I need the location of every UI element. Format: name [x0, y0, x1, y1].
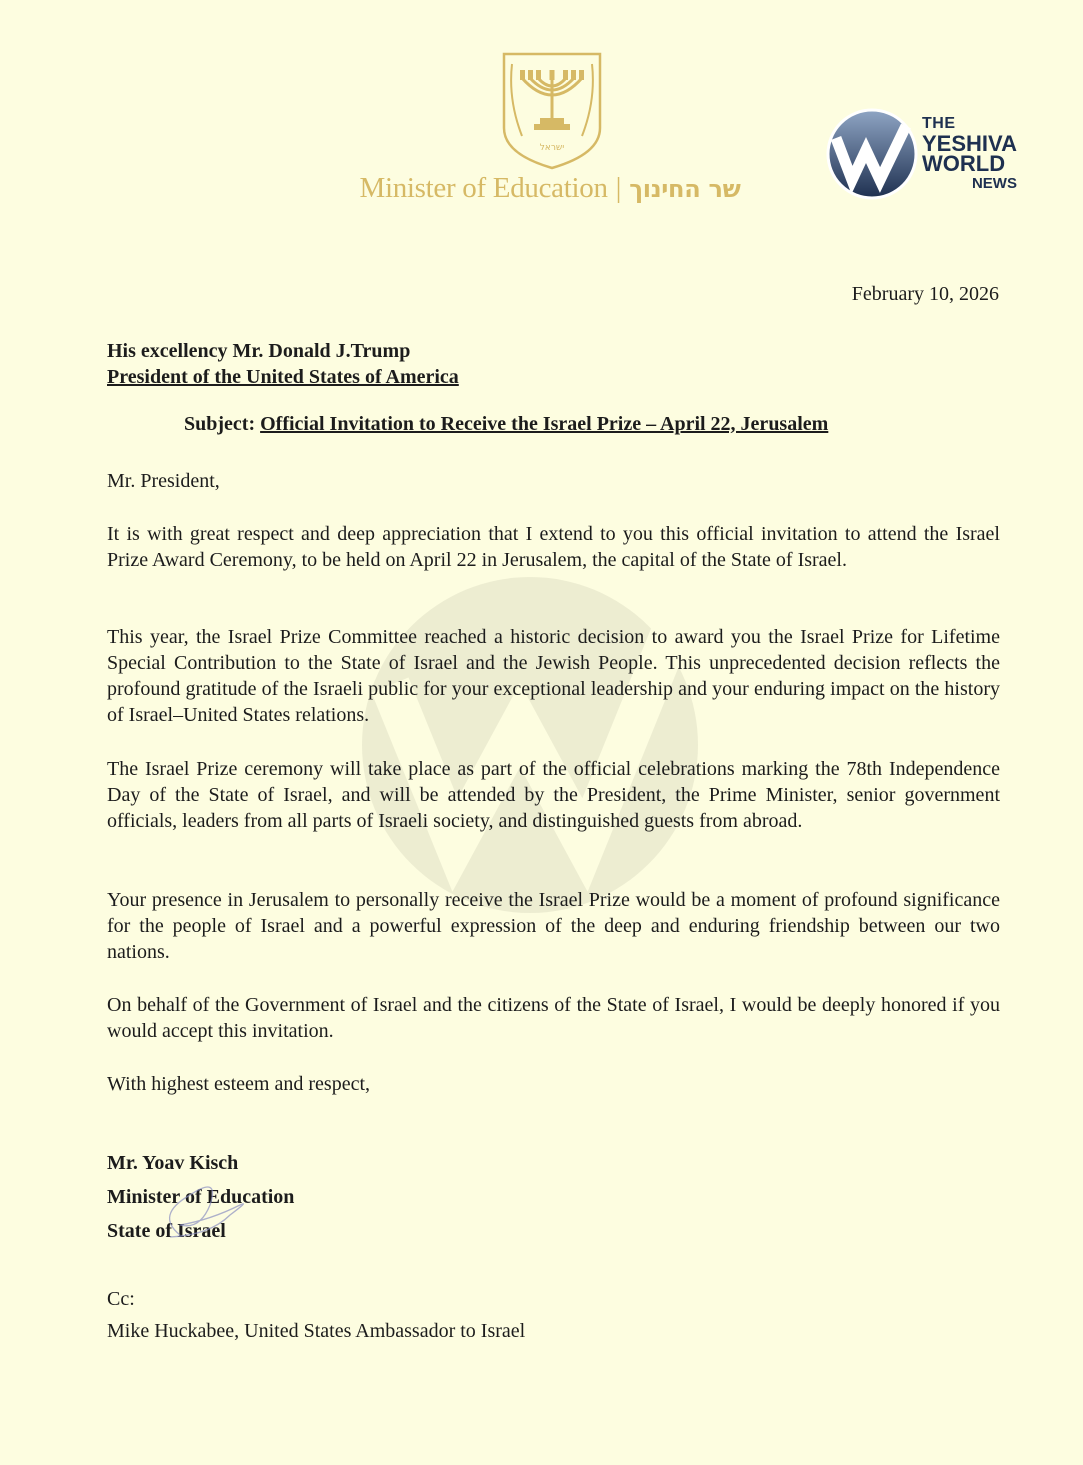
letterhead-separator: | [615, 172, 622, 204]
subject-label: Subject: [184, 413, 256, 435]
letterhead-title-he: שר החינוך [629, 175, 741, 203]
paragraph-1: It is with great respect and deep appreciation that I extend to you this official invitation to attend the Israel Prize Award Ceremony, to be held on April 22 in Jerusalem, the capital of the State of Israel. [107, 523, 1000, 571]
letterhead-title-en: Minister of Education [359, 172, 608, 204]
recipient-title: President of the United States of America [107, 366, 459, 388]
subject-line [184, 413, 828, 436]
news-logo-line4: NEWS [971, 175, 1017, 192]
signatory-org: State of Israel [107, 1220, 226, 1242]
news-logo-line2: YESHIVA [922, 131, 1017, 156]
recipient-name: His excellency Mr. Donald J.Trump [107, 340, 411, 362]
salutation: Mr. President, [107, 470, 220, 492]
emblem-inscription: ישראל [539, 143, 565, 153]
news-logo [826, 106, 1036, 202]
paragraph-3: The Israel Prize ceremony will take place as part of the official celebrations marking the 78th Independence Day of the State of Israel, and will be attended by the President, the Prime Minister, senior government officials, leaders from all parts of Israeli society, and distinguished guests from abroad. [107, 758, 1000, 832]
subject-text: Official Invitation to Receive the Israel Prize – April 22, Jerusalem [260, 413, 829, 435]
cc-label: Cc: [107, 1288, 135, 1310]
news-logo-line3: WORLD [922, 151, 1006, 176]
cc-block [107, 1283, 525, 1347]
paragraph-4: Your presence in Jerusalem to personally receive the Israel Prize would be a moment of profound significance for the people of Israel and a powerful expression of the deep and enduring friendship between our two nations. [107, 889, 1000, 963]
signatory-title: Minister of Education [107, 1186, 295, 1208]
paragraph-2: This year, the Israel Prize Committee reached a historic decision to award you the Israel Prize for Lifetime Special Contribution to the State of Israel and the Jewish People. This unprecedented decision reflects the profound gratitude of the Israeli public for your exceptional leadership and your enduring impact on the history of Israel–United States relations. [107, 626, 1000, 726]
paragraph-5: On behalf of the Government of Israel and the citizens of the State of Israel, I would be deeply honored if you would accept this invitation. [107, 994, 1000, 1042]
news-logo-line1: THE [922, 115, 956, 132]
closing: With highest esteem and respect, [107, 1073, 370, 1095]
cc-recipient: Mike Huckabee, United States Ambassador to Israel [107, 1320, 526, 1342]
letterhead-title [300, 172, 800, 205]
recipient-block [107, 338, 459, 390]
handwritten-signature-icon [150, 1175, 260, 1245]
signatory-name: Mr. Yoav Kisch [107, 1152, 239, 1174]
state-emblem-icon [500, 50, 604, 170]
letter-date: February 10, 2026 [851, 283, 999, 305]
news-logo-wordmark [922, 114, 1017, 194]
news-logo-globe-icon [826, 108, 918, 200]
